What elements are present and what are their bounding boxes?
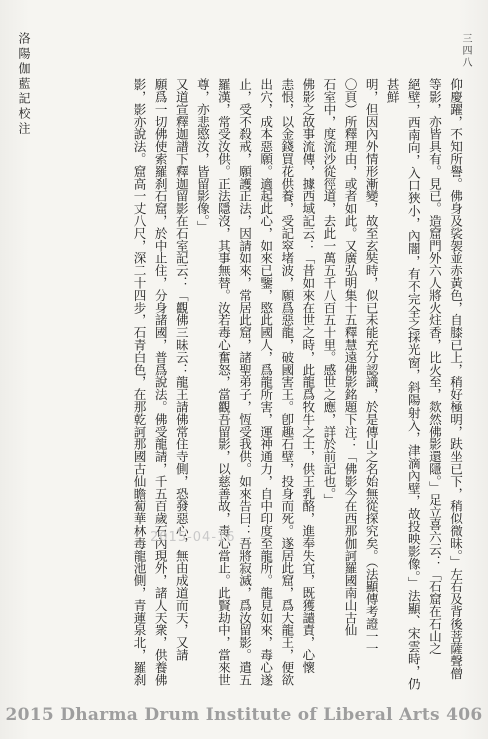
text-column: 尊，亦悲愍汝，皆留影像。」 (194, 78, 210, 233)
text-column: 佛影之故事流傳，據西域記云：「昔如來在世之時，此龍爲牧牛之士，供王乳酪，進奉失宜，既獲譴責，心懷 (300, 78, 316, 674)
institute-watermark: 2015 Dharma Drum Institute of Liberal Arts (5, 705, 440, 725)
text-column: 絕壁，西南向，入口狹小，內闇，有不完全之採光窗，斜陽射入，津滴內壁，故投映影像。」法顯、宋雲時，仍甚鮮 (384, 78, 421, 690)
text-column: 出穴，成本惡願。適起此心，如來已鑒，愍此國人，爲龍所害，運神通力，自中印度至龍所。龍見如來，毒心遂 (258, 78, 274, 686)
text-column: 願爲一切佛使索羅刹石窟，於中止住，分身諸國，普爲說法。佛受龍請，千五百歲石內現外，諸人天衆，供養佛 (152, 78, 168, 686)
page-number-arabic: 406 (446, 705, 483, 725)
text-column: 仰慶躍，不知所譽。佛身及裟袈並赤黃色，自膝已上，稍好極明，趺坐已下，稍似微昧。」左右及背後菩薩聲僧 (448, 78, 463, 680)
text-column: 恚恨，以金錢買花供養，受記窣堵波，願爲惡龍，破國害王。卽趣石壁，投身而死。遂居此窟，爲大龍王，便欲 (279, 78, 295, 686)
text-column: 又道宣釋迦譜下釋迦留影在石室記云：「觀佛三昧云：龍王請佛常住寺側，恐發惡心，無由成道而天，又請 (173, 78, 189, 661)
date-watermark: 2015-04-16 (150, 530, 236, 545)
text-column: 影，影亦說法。窟高一丈八尺，深二十四步，石青白色，在那乾訶那國古仙瞻蔔華林毒龍池側，青蓮泉北，羅刹 (131, 78, 147, 686)
text-column: 石室中，度流沙從徑道，去此一萬五千八百五十里。感世之應，詳於前記也。」 (321, 78, 337, 506)
footer-watermark (0, 705, 488, 725)
body-text (22, 78, 466, 690)
text-column: 止，受不殺戒，願護正法，因請如來，常居此窟，諸聖弟子，恆受我供。如來告曰：吾將寂滅，爲汝留影。遣五 (237, 78, 253, 686)
text-column: 〇頁）所釋理由，或者如此。又廣弘明集十五釋慧遠佛影銘題下注：「佛影今在西那伽訶羅國南山古仙 (342, 78, 358, 636)
text-column: 等影，亦皆具有。見已。造窟門外六人將火炷香，比火至，欻然佛影還隱。」足立喜六云：「石窟在石山之 (426, 78, 442, 655)
book-title: 洛陽伽藍記校注 (17, 32, 31, 137)
text-column: 羅漢，常受汝供。正法隱沒，其事無替。汝若毒心奮怒，當觀吾留影，以慈善故，毒心當止。此賢劫中，當來世 (215, 78, 231, 686)
text-column: 明，但因內外情形漸變，故至玄奘時，似已未能充分認識，於是傳山之名始無從探究矣。（法顯傳考證一一 (363, 78, 379, 655)
page-number-cjk: 三四八 (460, 33, 471, 69)
